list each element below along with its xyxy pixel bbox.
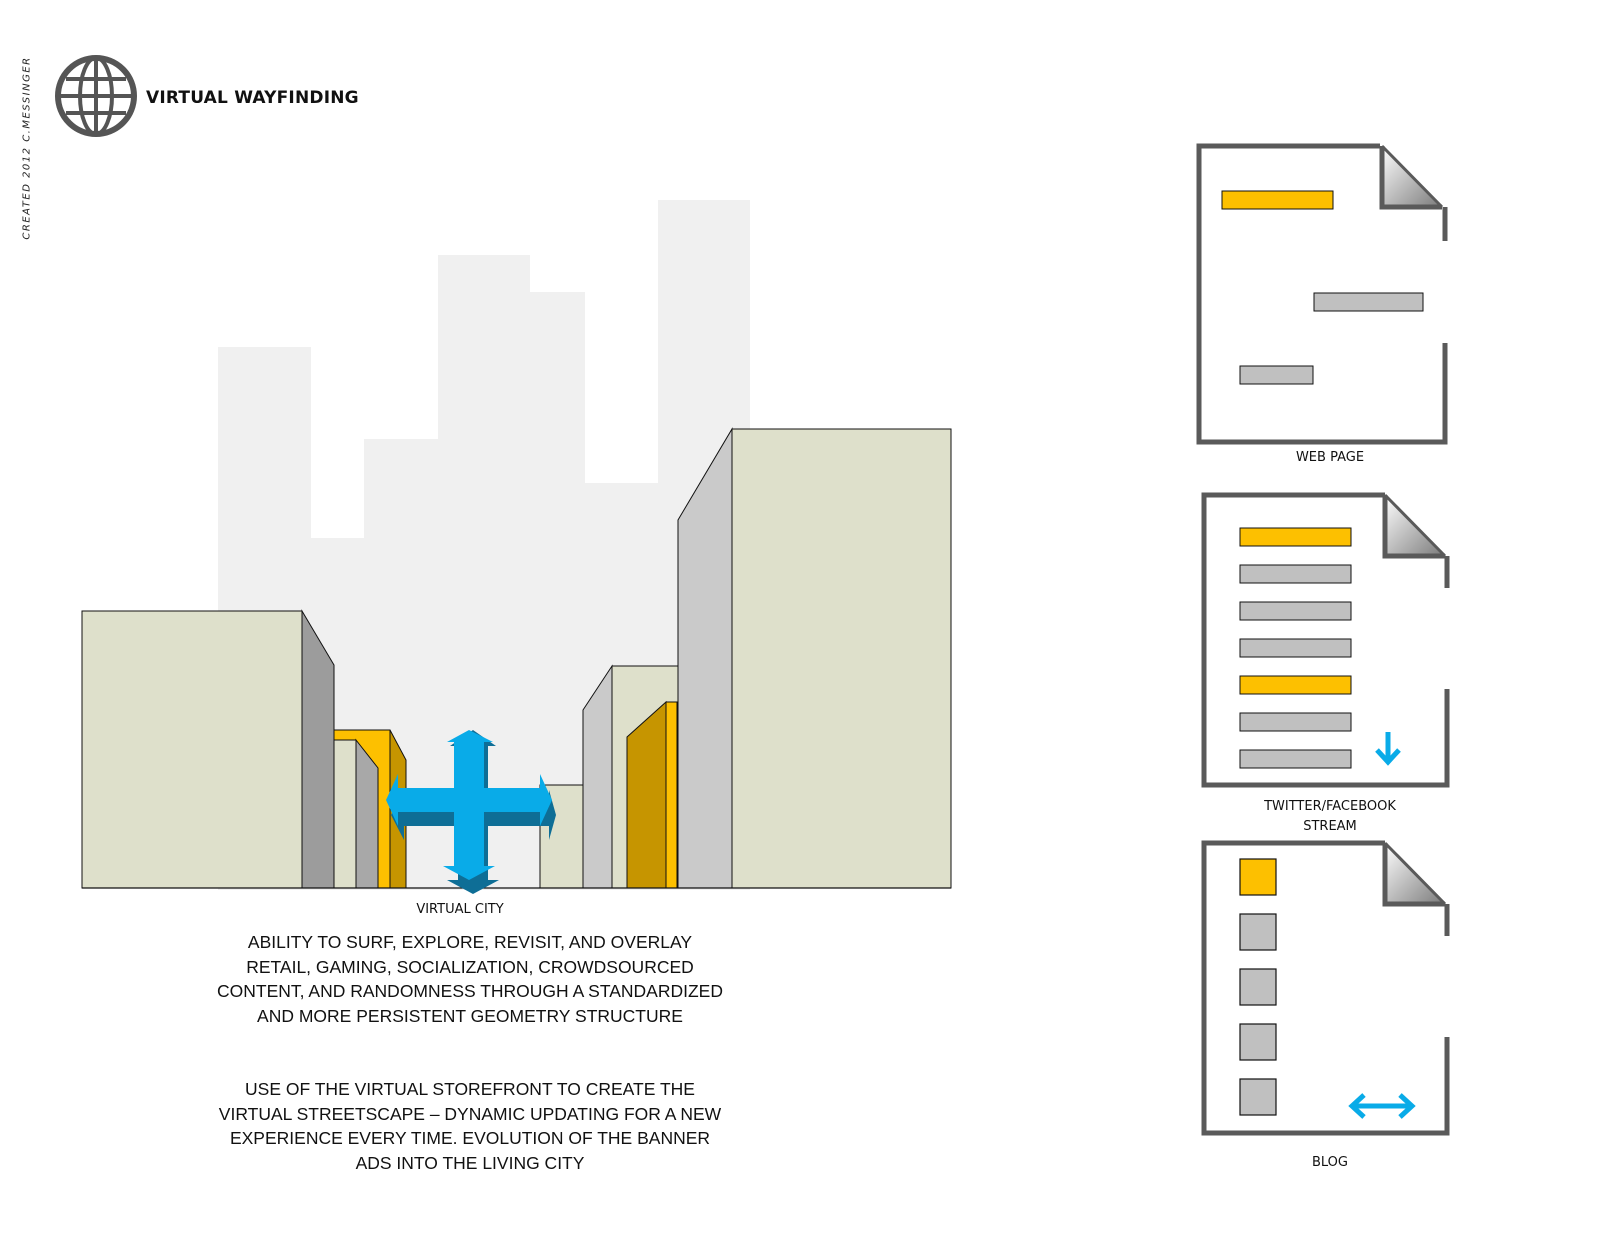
left-small-building-face <box>334 740 356 888</box>
web-page-document-icon <box>1195 143 1451 447</box>
blog-post-square <box>1240 1079 1276 1115</box>
web-page-content-bar <box>1314 293 1423 311</box>
stream-item-bar <box>1240 713 1351 731</box>
down-arrow-icon <box>1377 732 1399 762</box>
description-paragraph-2: USE OF THE VIRTUAL STOREFRONT TO CREATE THE VIRTUAL STREETSCAPE – DYNAMIC UPDATING FOR A NEW EXPERIENCE EVERY TIME. EVOLUTION OF THE BANNER ADS INTO THE LIVING CITY <box>218 1079 722 1173</box>
blog-post-square <box>1240 1024 1276 1060</box>
blog-post-square <box>1240 969 1276 1005</box>
virtual-city-illustration <box>0 0 960 900</box>
stream-item-bar <box>1240 750 1351 768</box>
left-big-building-face <box>82 611 302 888</box>
right-yellow-strip <box>666 702 677 888</box>
stream-caption <box>1230 797 1430 837</box>
stream-caption-line-2: STREAM <box>1303 819 1357 834</box>
stream-item-bar <box>1240 528 1351 546</box>
blog-post-square <box>1240 914 1276 950</box>
right-tall-building-face <box>732 429 951 888</box>
stream-caption-line-1: TWITTER/FACEBOOK <box>1264 799 1396 814</box>
web-page-highlight-bar <box>1222 191 1333 209</box>
stream-document-icon <box>1200 492 1456 796</box>
stream-item-bar <box>1240 639 1351 657</box>
blog-post-square <box>1240 859 1276 895</box>
web-page-content-bar <box>1240 366 1313 384</box>
stream-item-bar <box>1240 565 1351 583</box>
blog-caption: BLOG <box>1311 1155 1348 1170</box>
stream-item-bar <box>1240 676 1351 694</box>
web-page-caption: WEB PAGE <box>1295 450 1365 465</box>
blog-document-icon <box>1200 840 1456 1144</box>
credit-text: CREATED 2012 C.MESSINGER <box>21 56 33 240</box>
description-paragraph-1: ABILITY TO SURF, EXPLORE, REVISIT, AND OVERLAY RETAIL, GAMING, SOCIALIZATION, CROWDSOURCED CONTENT, AND RANDOMNESS THROUGH A STANDARDIZED AND MORE PERSISTENT GEOMETRY STRUCTURE <box>217 932 723 1026</box>
virtual-city-caption: VIRTUAL CITY <box>416 902 504 917</box>
page-title: VIRTUAL WAYFINDING <box>146 88 359 108</box>
stream-item-bar <box>1240 602 1351 620</box>
left-right-arrow-icon <box>1352 1095 1412 1117</box>
